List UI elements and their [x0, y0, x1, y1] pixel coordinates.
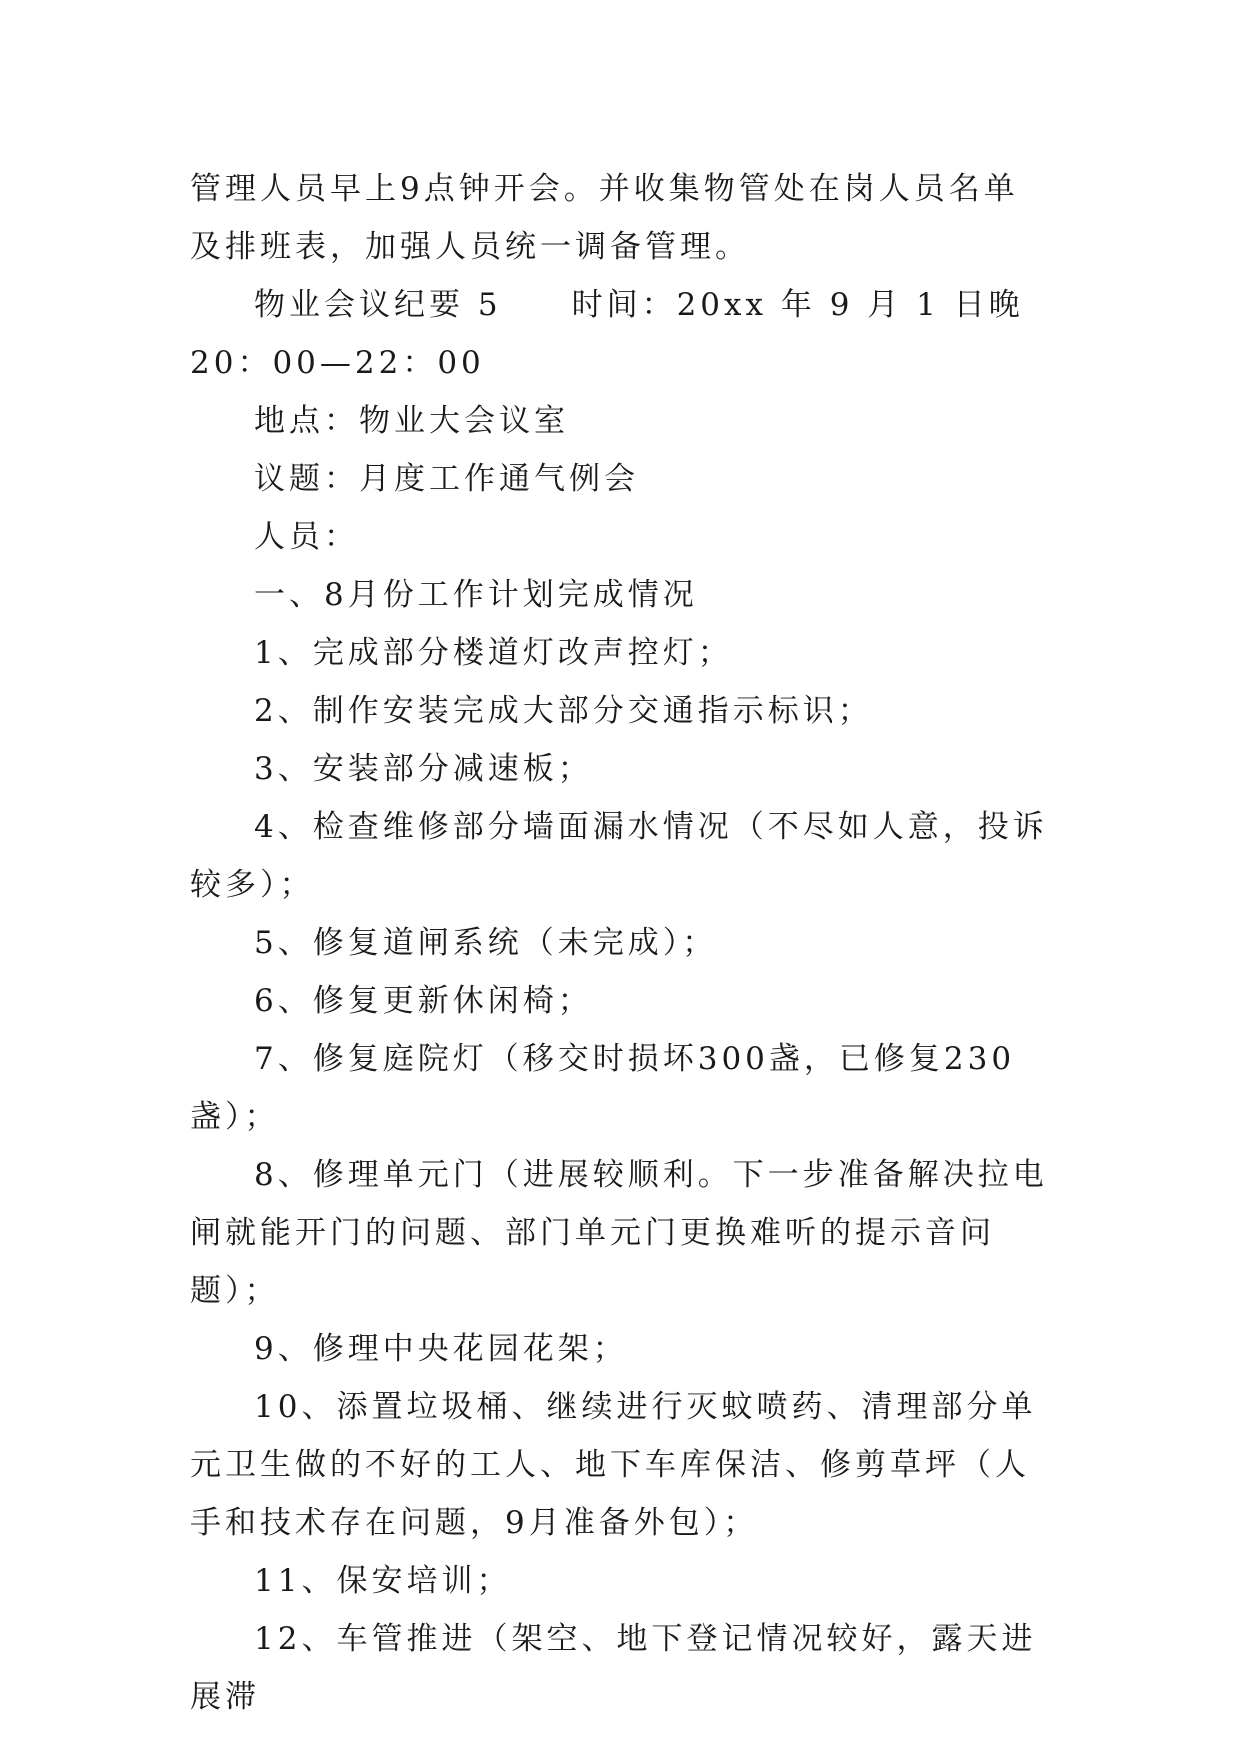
list-item: 4、检查维修部分墙面漏水情况（不尽如人意，投诉较多）； [190, 809, 1048, 903]
list-item: 8、修理单元门（进展较顺利。下一步准备解决拉电闸就能开门的问题、部门单元门更换难听的提示音问题）； [190, 1157, 1048, 1309]
paragraph-location: 地点：物业大会议室 [254, 403, 569, 439]
list-item: 10、添置垃圾桶、继续进行灭蚊喷药、清理部分单元卫生做的不好的工人、地下车库保洁、修剪草坪（人手和技术存在问题，9月准备外包）； [190, 1389, 1037, 1541]
paragraph-meeting-time: 物业会议纪要 5 时间：20xx 年 9 月 1 日晚 20：00—22：00 [190, 287, 1024, 381]
paragraph-attendees: 人员： [254, 519, 359, 555]
list-item: 6、修复更新休闲椅； [254, 983, 593, 1019]
paragraph-topic: 议题：月度工作通气例会 [254, 461, 639, 497]
list-item: 1、完成部分楼道灯改声控灯； [254, 635, 733, 671]
list-item: 12、车管推进（架空、地下登记情况较好，露天进展滞 [190, 1621, 1037, 1715]
list-item: 11、保安培训； [254, 1563, 512, 1599]
section-heading: 一、8月份工作计划完成情况 [254, 577, 698, 613]
paragraph-intro: 管理人员早上9点钟开会。并收集物管处在岗人员名单及排班表，加强人员统一调备管理。 [190, 171, 1019, 265]
list-item: 3、安装部分减速板； [254, 751, 593, 787]
list-item: 7、修复庭院灯（移交时损坏300盏，已修复230盏）； [190, 1041, 1016, 1135]
list-item: 2、制作安装完成大部分交通指示标识； [254, 693, 873, 729]
document-body [190, 160, 1052, 1726]
list-item: 9、修理中央花园花架； [254, 1331, 628, 1367]
list-item: 5、修复道闸系统（未完成）； [254, 925, 718, 961]
